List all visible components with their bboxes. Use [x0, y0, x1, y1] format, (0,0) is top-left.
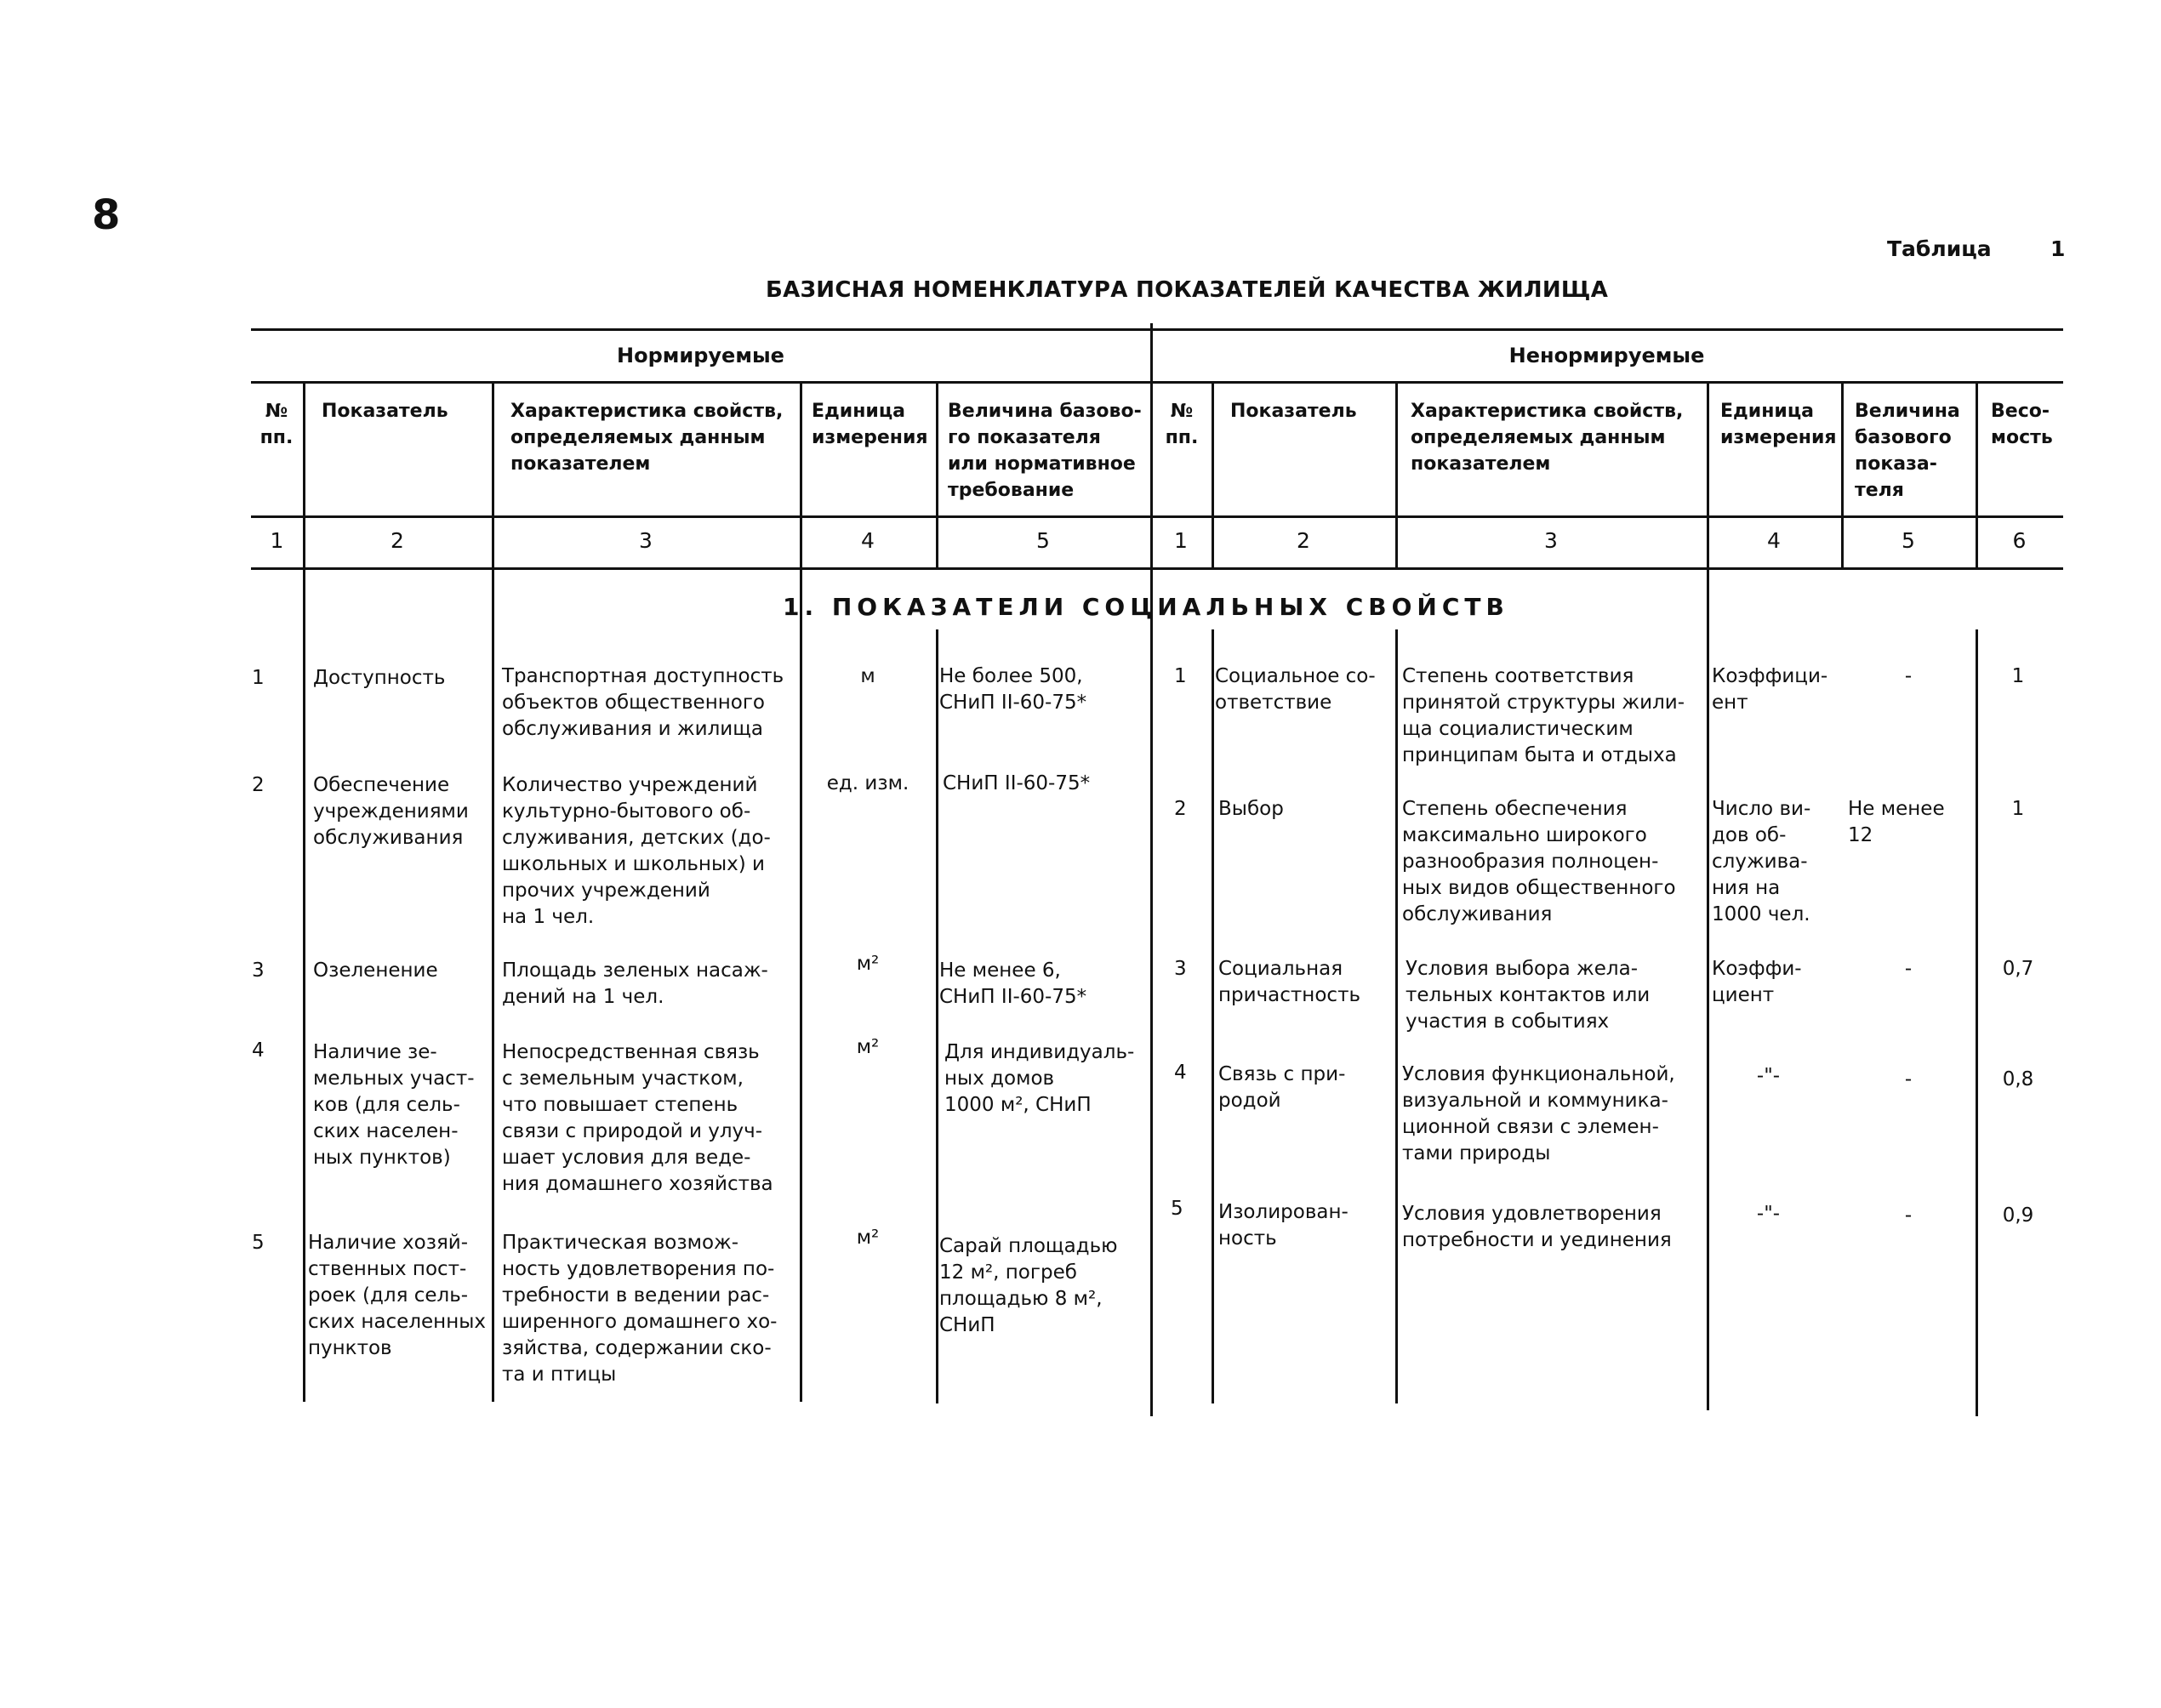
group-normed: Нормируемые — [617, 344, 784, 367]
right-row-1-characteristic: Степень соответствия принятой структуры жили- ща социалистическим принципам быта и отдыха — [1402, 665, 1685, 766]
left-row-3-num: 3 — [252, 959, 265, 982]
right-row-4-weight: 0,8 — [2002, 1068, 2034, 1090]
table-title: БАЗИСНАЯ НОМЕНКЛАТУРА ПОКАЗАТЕЛЕЙ КАЧЕСТВА ЖИЛИЩА — [766, 277, 1609, 303]
right-row-3-indicator: Социальная причастность — [1218, 958, 1361, 1006]
right-row-1-value: - — [1904, 665, 1913, 687]
table-number: 1 — [2050, 236, 2066, 261]
right-row-1-indicator: Социальное со- ответствие — [1215, 665, 1376, 714]
left-row-3-value: Не менее 6, СНиП II-60-75* — [939, 959, 1087, 1008]
right-row-4-value: - — [1904, 1068, 1913, 1090]
right-row-4-characteristic: Условия функциональной, визуальной и коммуника- ционной связи с элемен- тами природы — [1402, 1063, 1675, 1164]
right-row-2-characteristic: Степень обеспечения максимально широкого разнообразия полноцен- ных видов общественного обслуживания — [1402, 798, 1676, 925]
right-row-1-num: 1 — [1174, 665, 1187, 687]
right-row-4-num: 4 — [1174, 1062, 1187, 1084]
left-row-3-indicator: Озеленение — [313, 959, 438, 982]
header-right-characteristic: Характеристика свойств, определяемых данным показателем — [1411, 401, 1684, 475]
left-row-4-unit: м² — [856, 1036, 880, 1058]
left-row-5-unit: м² — [856, 1227, 880, 1249]
header-right-indicator: Показатель — [1230, 401, 1357, 422]
left-row-1-indicator: Доступность — [313, 667, 446, 689]
right-row-4-indicator: Связь с при- родой — [1218, 1063, 1346, 1112]
right-row-2-indicator: Выбор — [1218, 798, 1284, 820]
right-row-2-value: Не менее 12 — [1848, 798, 1945, 846]
right-row-3-weight: 0,7 — [2002, 958, 2034, 980]
vline-r2b — [1395, 629, 1398, 1403]
group-non-normed: Ненормируемые — [1508, 344, 1705, 367]
right-row-3-value: - — [1904, 958, 1913, 980]
header-right-num: № пп. — [1165, 401, 1199, 448]
table-label: Таблица — [1887, 236, 1992, 261]
colnum-left-2: 2 — [391, 528, 404, 553]
right-row-5-num: 5 — [1171, 1198, 1183, 1220]
left-row-5-num: 5 — [252, 1232, 265, 1254]
vline-l4b — [936, 629, 938, 1403]
right-row-2-num: 2 — [1174, 798, 1187, 820]
colnum-left-4: 4 — [861, 528, 875, 553]
right-row-5-value: - — [1904, 1204, 1913, 1227]
left-row-4-num: 4 — [252, 1039, 265, 1062]
header-right-weight: Весо- мость — [1991, 401, 2053, 448]
colnum-right-1: 1 — [1174, 528, 1188, 553]
rule-colnum-bottom — [251, 567, 2063, 570]
right-row-5-unit: -"- — [1756, 1203, 1781, 1225]
header-right-value: Величина базового показа- теля — [1855, 401, 1960, 501]
colnum-right-4: 4 — [1767, 528, 1781, 553]
left-row-2-num: 2 — [252, 774, 265, 796]
right-row-5-characteristic: Условия удовлетворения потребности и уединения — [1402, 1203, 1672, 1251]
header-left-value: Величина базово- го показателя или нормативное требование — [948, 401, 1142, 501]
header-left-num: № пп. — [259, 401, 294, 448]
right-row-3-num: 3 — [1174, 958, 1187, 980]
right-row-4-unit: -"- — [1756, 1065, 1781, 1087]
colnum-left-3: 3 — [639, 528, 653, 553]
left-row-3-characteristic: Площадь зеленых насаж- дений на 1 чел. — [502, 959, 768, 1008]
left-row-1-unit: м — [860, 665, 875, 687]
rule-header-bottom — [251, 515, 2063, 518]
colnum-right-6: 6 — [2012, 528, 2027, 553]
page-number: 8 — [92, 191, 121, 239]
right-row-3-characteristic: Условия выбора жела- тельных контактов или участия в событиях — [1406, 958, 1651, 1033]
left-row-4-value: Для индивидуаль- ных домов 1000 м², СНиП — [944, 1041, 1135, 1116]
right-row-1-weight: 1 — [2011, 665, 2025, 687]
right-row-5-weight: 0,9 — [2002, 1204, 2034, 1227]
rule-group — [251, 381, 2063, 384]
vline-group-divider — [1150, 323, 1153, 1416]
left-row-5-characteristic: Практическая возмож- ность удовлетворения по- требности в ведении рас- ширенного домашнего хо- зяйства, содержании ско- та и птицы — [502, 1232, 778, 1386]
colnum-right-2: 2 — [1297, 528, 1310, 553]
vline-r1b — [1212, 629, 1214, 1403]
header-right-unit: Единица измерения — [1720, 401, 1837, 448]
left-row-4-characteristic: Непосредственная связь с земельным участком, что повышает степень связи с природой и улуч- шает условия для веде- ния домашнего хозяйства — [502, 1041, 773, 1195]
header-left-characteristic: Характеристика свойств, определяемых данным показателем — [510, 401, 784, 475]
right-row-2-unit: Число ви- дов об- служива- ния на 1000 чел. — [1712, 798, 1811, 925]
colnum-left-1: 1 — [270, 528, 284, 553]
colnum-right-3: 3 — [1544, 528, 1558, 553]
left-row-2-indicator: Обеспечение учреждениями обслуживания — [313, 774, 469, 849]
vline-r5b — [1976, 629, 1978, 1416]
left-row-1-characteristic: Транспортная доступность объектов общественного обслуживания и жилища — [502, 665, 784, 740]
left-row-2-unit: ед. изм. — [826, 772, 909, 794]
rule-top — [251, 328, 2063, 331]
left-row-1-value: Не более 500, СНиП II-60-75* — [939, 665, 1087, 714]
header-left-indicator: Показатель — [322, 401, 448, 422]
left-row-2-value: СНиП II-60-75* — [943, 772, 1091, 794]
left-row-4-indicator: Наличие зе- мельных участ- ков (для сель- ских населен- ных пунктов) — [313, 1041, 475, 1169]
right-row-3-unit: Коэффи- циент — [1712, 958, 1802, 1006]
left-row-1-num: 1 — [252, 667, 265, 689]
colnum-right-5: 5 — [1902, 528, 1915, 553]
header-left-unit: Единица измерения — [812, 401, 928, 448]
left-row-5-value: Сарай площадью 12 м², погреб площадью 8 м², СНиП — [939, 1235, 1118, 1336]
section-title: 1. ПОКАЗАТЕЛИ СОЦИАЛЬНЫХ СВОЙСТВ — [783, 593, 1509, 621]
left-row-2-characteristic: Количество учреждений культурно-бытового об- служивания, детских (до- школьных и школьных) и прочих учреждений на 1 чел. — [502, 774, 771, 928]
right-row-2-weight: 1 — [2011, 798, 2025, 820]
colnum-left-5: 5 — [1036, 528, 1050, 553]
right-row-1-unit: Коэффици- ент — [1712, 665, 1828, 714]
right-row-5-indicator: Изолирован- ность — [1218, 1201, 1348, 1250]
left-row-5-indicator: Наличие хозяй- ственных пост- роек (для сель- ских населенных пунктов — [308, 1232, 487, 1359]
left-row-3-unit: м² — [856, 953, 880, 975]
